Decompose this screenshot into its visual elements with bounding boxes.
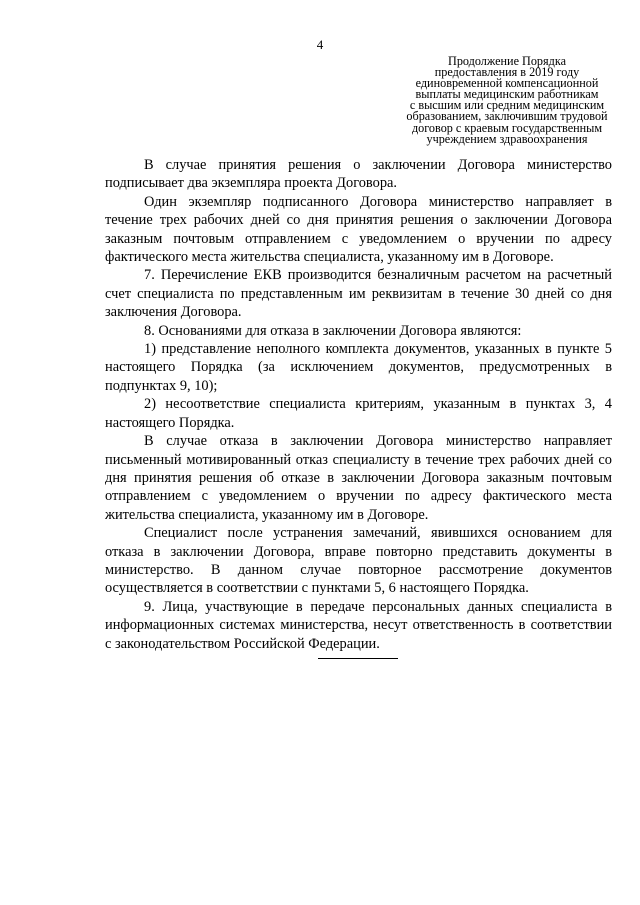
- header-line: учреждением здравоохранения: [426, 131, 588, 146]
- document-header: [392, 56, 622, 145]
- header-line: договор с краевым государственным: [411, 120, 603, 135]
- header-line: выплаты медицинским работникам: [415, 87, 599, 102]
- page-number: 4: [316, 37, 324, 52]
- end-divider: [318, 658, 398, 659]
- paragraph: Специалист после устранения замечаний, явившихся основанием для отказа в заключении Договора, вправе повторно представить документы в министерство. В данном случае повторное рассмотрение документов осуществляется в соответствии с пунктами 5, 6 настоящего Порядка.: [105, 525, 612, 597]
- paragraph: 1) представление неполного комплекта документов, указанных в пункте 5 настоящего Порядка (за исключением документов, предусмотренных в подпунктах 9, 10);: [105, 341, 612, 394]
- paragraph: 7. Перечисление ЕКВ производится безналичным расчетом на расчетный счет специалиста по представленным им реквизитам в течение 30 дней со дня заключения Договора.: [105, 267, 612, 321]
- paragraph: Один экземпляр подписанного Договора министерство направляет в течение трех рабочих дней со дня принятия решения о заключении Договора заказным почтовым отправлением с уведомлением о вручении по адресу фактического места жительства специалиста, указанному им в Договоре.: [105, 193, 612, 266]
- header-line: Продолжение Порядка: [448, 54, 566, 68]
- paragraph: 8. Основаниями для отказа в заключении Договора являются:: [144, 322, 522, 339]
- header-line: с высшим или средним медицинским: [409, 98, 605, 113]
- header-line: предоставления в 2019 году: [434, 65, 580, 80]
- paragraph: 9. Лица, участвующие в передаче персональных данных специалиста в информационных системах министерства, несут ответственность в соответствии с законодательством Российской Федерации.: [105, 598, 612, 652]
- header-line: единовременной компенсационной: [415, 76, 599, 91]
- paragraph: В случае принятия решения о заключении Договора министерство подписывает два экземпляра проекта Договора.: [105, 157, 612, 192]
- header-line: образованием, заключившим трудовой: [406, 109, 608, 124]
- document-body: [105, 156, 612, 653]
- paragraph: В случае отказа в заключении Договора министерство направляет письменный мотивированный отказ специалисту в течение трех рабочих дней со дня принятия решения об отказе в заключении Договора заказным почтовым отправлением с уведомлением о вручении по адресу фактического места жительства специалиста, указанному им в Договоре.: [105, 433, 612, 523]
- paragraph: 2) несоответствие специалиста критериям, указанным в пунктах 3, 4 настоящего Порядка.: [105, 396, 612, 431]
